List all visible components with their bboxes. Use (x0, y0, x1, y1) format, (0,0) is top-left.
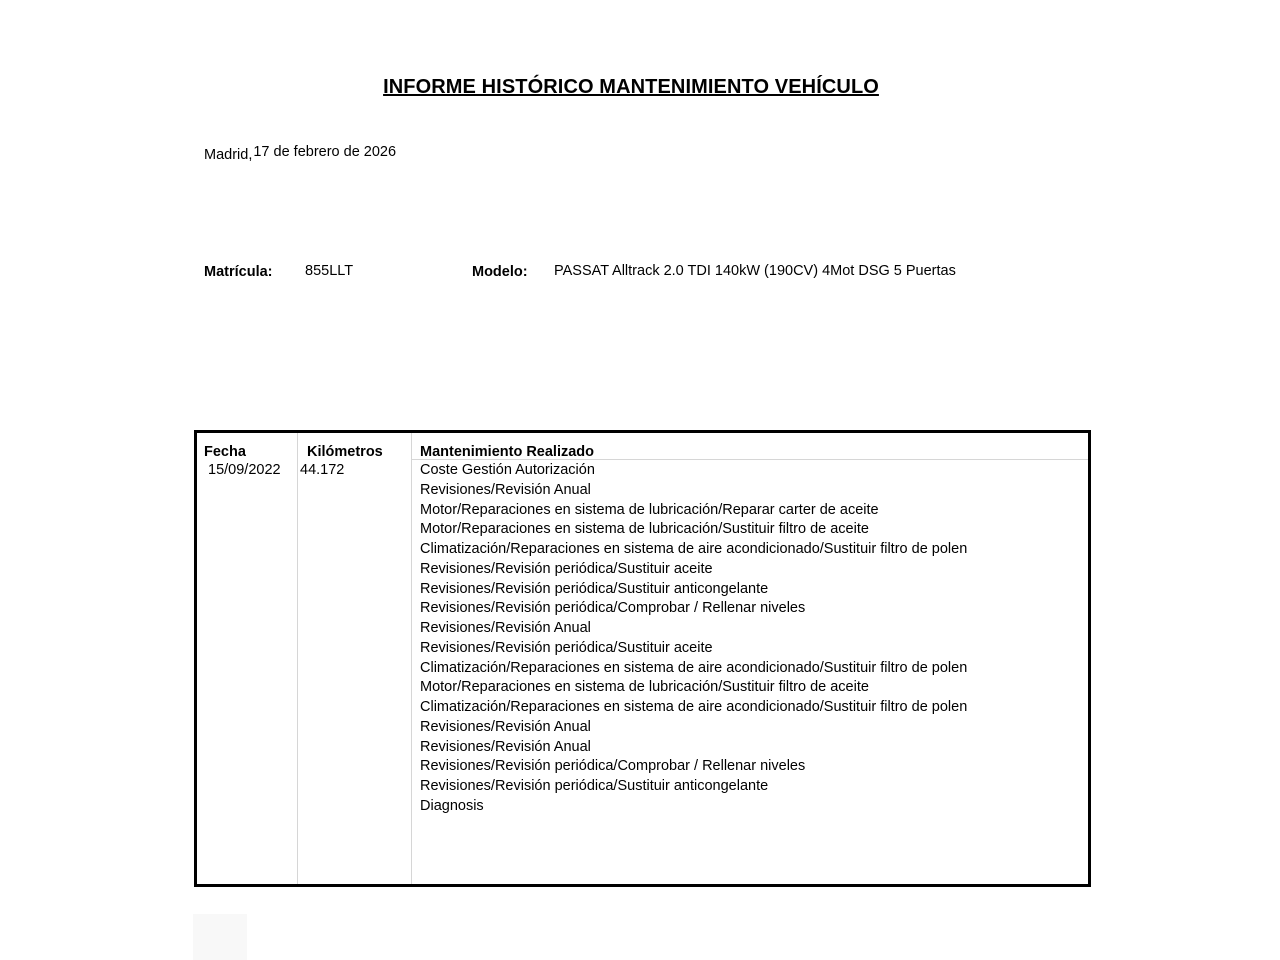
maintenance-item: Climatización/Reparaciones en sistema de aire acondicionado/Sustituir filtro de polen (420, 659, 968, 676)
model-label: Modelo: (472, 264, 528, 280)
maintenance-item: Revisiones/Revisión periódica/Comprobar / Rellenar niveles (420, 600, 806, 617)
row-km: 44.172 (300, 462, 345, 478)
column-divider (297, 433, 298, 884)
maintenance-item: Revisiones/Revisión periódica/Sustituir aceite (420, 560, 713, 577)
plate-label: Matrícula: (204, 264, 273, 280)
header-maintenance: Mantenimiento Realizado (420, 444, 595, 460)
maintenance-item: Revisiones/Revisión Anual (420, 481, 591, 498)
plate-value: 855LLT (305, 263, 354, 279)
maintenance-item: Revisiones/Revisión periódica/Sustituir aceite (420, 639, 713, 656)
maintenance-item: Revisiones/Revisión periódica/Sustituir anticongelante (420, 580, 769, 597)
maintenance-item: Revisiones/Revisión Anual (420, 738, 591, 755)
maintenance-item: Revisiones/Revisión periódica/Comprobar / Rellenar niveles (420, 758, 806, 775)
maintenance-item: Coste Gestión Autorización (420, 462, 595, 478)
row-date: 15/09/2022 (208, 462, 281, 478)
maintenance-item: Motor/Reparaciones en sistema de lubricación/Reparar carter de aceite (420, 501, 879, 518)
report-date: 17 de febrero de 2026 (253, 144, 397, 160)
place-date (204, 144, 397, 163)
maintenance-item: Motor/Reparaciones en sistema de lubricación/Sustituir filtro de aceite (420, 679, 869, 696)
maintenance-item: Revisiones/Revisión Anual (420, 718, 591, 735)
maintenance-item: Revisiones/Revisión Anual (420, 620, 591, 636)
maintenance-table (194, 430, 1091, 887)
maintenance-item: Climatización/Reparaciones en sistema de aire acondicionado/Sustituir filtro de polen (420, 699, 968, 715)
header-km: Kilómetros (307, 444, 383, 460)
column-divider (411, 433, 412, 884)
scan-mark (193, 914, 247, 960)
maintenance-item: Diagnosis (420, 797, 484, 814)
maintenance-item: Climatización/Reparaciones en sistema de aire acondicionado/Sustituir filtro de polen (420, 541, 968, 557)
maintenance-list (420, 461, 980, 817)
report-title: INFORME HISTÓRICO MANTENIMIENTO VEHÍCULO (383, 76, 879, 98)
maintenance-item: Motor/Reparaciones en sistema de lubricación/Sustituir filtro de aceite (420, 521, 869, 538)
city: Madrid, (204, 147, 253, 163)
header-date: Fecha (204, 444, 246, 460)
model-value: PASSAT Alltrack 2.0 TDI 140kW (190CV) 4Mot DSG 5 Puertas (554, 263, 956, 279)
maintenance-item: Revisiones/Revisión periódica/Sustituir anticongelante (420, 778, 769, 794)
